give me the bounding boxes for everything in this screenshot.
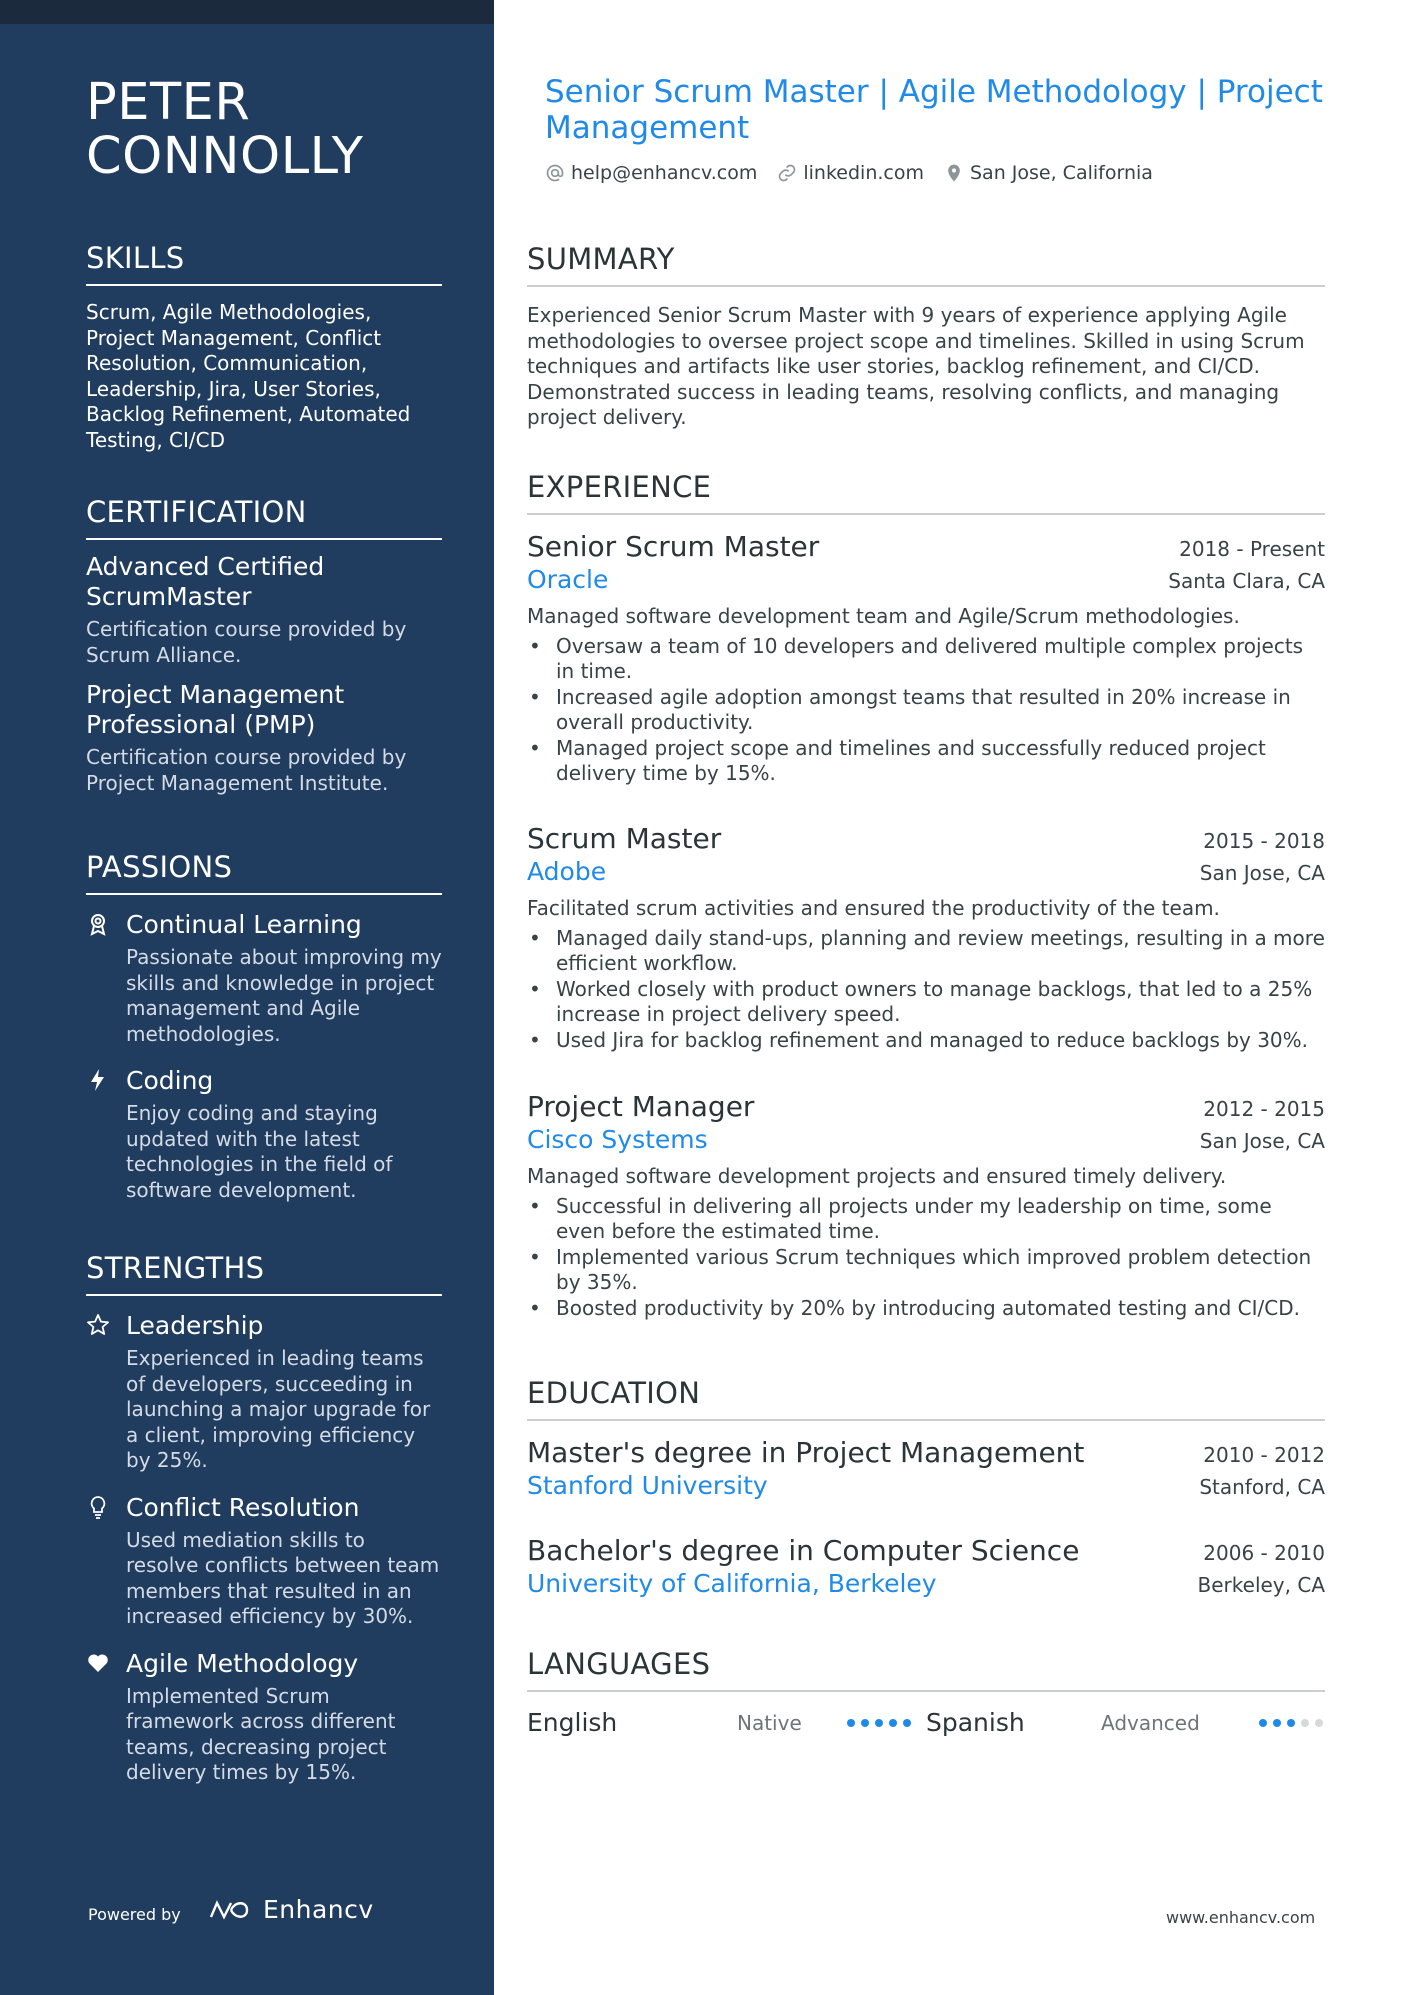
contact-linkedin-text: linkedin.com [803,162,924,184]
language-level: Advanced [1101,1710,1200,1735]
rating-dot-filled [861,1719,869,1727]
language-rating [847,1719,911,1727]
contact-location-text: San Jose, California [970,162,1153,184]
strengths-section [86,1250,442,1786]
language-name: English [527,1708,618,1737]
lightning-icon [86,1068,110,1092]
passions-heading: PASSIONS [86,849,442,895]
bullet-item: • Oversaw a team of 10 developers and delivered multiple complex projects in time. [527,634,1325,685]
powered-by-label: Powered by [88,1905,181,1924]
school-name: Stanford University [527,1471,768,1500]
rating-dot-filled [875,1719,883,1727]
strength-desc: Used mediation skills to resolve conflicts between team members that resulted in an increased efficiency by 30%. [126,1527,440,1628]
job-bullets [527,926,1325,1054]
skills-heading: SKILLS [86,240,442,286]
enhancv-logo-icon [207,1897,255,1923]
passion-item [86,1065,442,1203]
education-heading: EDUCATION [527,1375,1325,1421]
bullet-item: • Used Jira for backlog refinement and managed to reduce backlogs by 30%. [527,1028,1325,1054]
strength-title: Conflict Resolution [126,1492,360,1522]
rating-dot-filled [1273,1719,1281,1727]
degree-title: Master's degree in Project Management [527,1436,1085,1469]
job-bullets [527,634,1325,787]
contact-linkedin[interactable] [777,162,924,184]
skills-section [86,240,442,453]
language-item [527,1708,926,1737]
headline-title: Senior Scrum Master | Agile Methodology | Project Management [545,74,1323,146]
job-location: San Jose, CA [1199,1129,1325,1153]
passion-title: Continual Learning [126,910,362,939]
summary-heading: SUMMARY [527,241,1325,287]
languages-list [527,1708,1325,1737]
award-icon [86,912,110,936]
experience-item [527,530,1325,787]
bullet-item: • Worked closely with product owners to manage backlogs, that led to a 25% increase in project delivery speed. [527,977,1325,1028]
strengths-heading: STRENGTHS [86,1250,442,1296]
experience-item [527,822,1325,1053]
strength-desc: Experienced in leading teams of developers, succeeding in launching a major upgrade for a client, improving efficiency by 25%. [126,1346,431,1472]
cert-desc: Certification course provided by Scrum Alliance. [86,617,407,667]
sidebar [0,0,494,1995]
language-name: Spanish [926,1708,1025,1737]
company-name: Cisco Systems [527,1125,708,1154]
certification-section [86,494,442,796]
company-name: Adobe [527,857,607,886]
cert-item [86,680,442,796]
education-item [527,1436,1325,1502]
school-name: University of California, Berkeley [527,1569,937,1598]
summary-text: Experienced Senior Scrum Master with 9 years of experience applying Agile methodologies to oversee project scope and timelines. Skilled in using Scrum techniques and artifacts like user stories, backlog refinement, and CI/CD. Demonstrated success in leading teams, resolving conflicts, and managing project delivery. [527,303,1305,429]
passion-item [86,909,442,1047]
strength-item [86,1648,442,1786]
company-name: Oracle [527,565,609,594]
skills-text: Scrum, Agile Methodologies, Project Management, Conflict Resolution, Communication, Leadership, Jira, User Stories, Backlog Refinement, Automated Testing, CI/CD [86,300,411,452]
footer-url[interactable]: www.enhancv.com [1166,1908,1316,1927]
lightbulb-icon [86,1495,110,1519]
certification-heading: CERTIFICATION [86,494,442,540]
cert-desc: Certification course provided by Project Management Institute. [86,745,407,795]
contact-email-text: help@enhancv.com [571,162,758,184]
experience-heading: EXPERIENCE [527,469,1325,515]
bullet-item: • Successful in delivering all projects under my leadership on time, some even before the estimated time. [527,1194,1325,1245]
job-description: Facilitated scrum activities and ensured the productivity of the team. [527,896,1220,920]
degree-title: Bachelor's degree in Computer Science [527,1534,1080,1567]
candidate-name: PETER CONNOLLY [86,73,364,186]
job-location: Santa Clara, CA [1168,569,1325,593]
rating-dot-filled [903,1719,911,1727]
star-icon [86,1313,110,1337]
job-date: 2012 - 2015 [1203,1097,1325,1121]
passion-title: Coding [126,1066,214,1095]
sidebar-top-band [0,0,494,24]
rating-dot-filled [1287,1719,1295,1727]
passions-section [86,849,442,1203]
contact-list [545,162,1153,184]
cert-item [86,552,442,668]
job-date: 2015 - 2018 [1203,829,1325,853]
brand-logo[interactable] [207,1895,374,1924]
rating-dot-filled [889,1719,897,1727]
bullet-item: • Managed project scope and timelines and successfully reduced project delivery time by 15%. [527,736,1325,787]
bullet-item: • Boosted productivity by 20% by introducing automated testing and CI/CD. [527,1296,1325,1322]
rating-dot-filled [847,1719,855,1727]
link-icon [777,163,797,183]
contact-location [944,162,1153,184]
job-description: Managed software development projects and ensured timely delivery. [527,1164,1227,1188]
school-location: Berkeley, CA [1197,1573,1325,1597]
cert-title: Project Management Professional (PMP) [86,680,345,739]
passion-desc: Passionate about improving my skills and knowledge in project management and Agile methodologies. [126,945,442,1046]
rating-dot-empty [1315,1719,1323,1727]
language-level: Native [737,1710,802,1735]
rating-dot-filled [1259,1719,1267,1727]
bullet-item: • Implemented various Scrum techniques which improved problem detection by 35%. [527,1245,1325,1296]
language-item [926,1708,1325,1737]
at-icon [545,163,565,183]
education-item [527,1534,1325,1600]
job-title: Senior Scrum Master [527,530,820,563]
strength-title: Leadership [126,1311,264,1340]
bullet-item: • Managed daily stand-ups, planning and review meetings, resulting in a more efficient workflow. [527,926,1325,977]
contact-email[interactable] [545,162,757,184]
job-bullets [527,1194,1325,1322]
passion-desc: Enjoy coding and staying updated with the latest technologies in the field of software development. [126,1101,393,1202]
location-icon [944,163,964,183]
education-date: 2006 - 2010 [1203,1541,1325,1565]
strength-title: Agile Methodology [126,1648,359,1678]
job-date: 2018 - Present [1179,537,1325,561]
school-location: Stanford, CA [1199,1475,1325,1499]
brand-name: Enhancv [263,1895,374,1924]
language-rating [1259,1719,1323,1727]
job-description: Managed software development team and Agile/Scrum methodologies. [527,604,1240,628]
strength-item [86,1310,442,1474]
job-location: San Jose, CA [1199,861,1325,885]
rating-dot-empty [1301,1719,1309,1727]
heart-icon [86,1651,110,1675]
job-title: Project Manager [527,1090,755,1123]
job-title: Scrum Master [527,822,722,855]
experience-item [527,1090,1325,1321]
strength-desc: Implemented Scrum framework across different teams, decreasing project delivery times by 15%. [126,1683,396,1784]
languages-heading: LANGUAGES [527,1646,1325,1692]
strength-item [86,1492,442,1630]
education-date: 2010 - 2012 [1203,1443,1325,1467]
bullet-item: • Increased agile adoption amongst teams that resulted in 20% increase in overall productivity. [527,685,1325,736]
cert-title: Advanced Certified ScrumMaster [86,552,325,611]
